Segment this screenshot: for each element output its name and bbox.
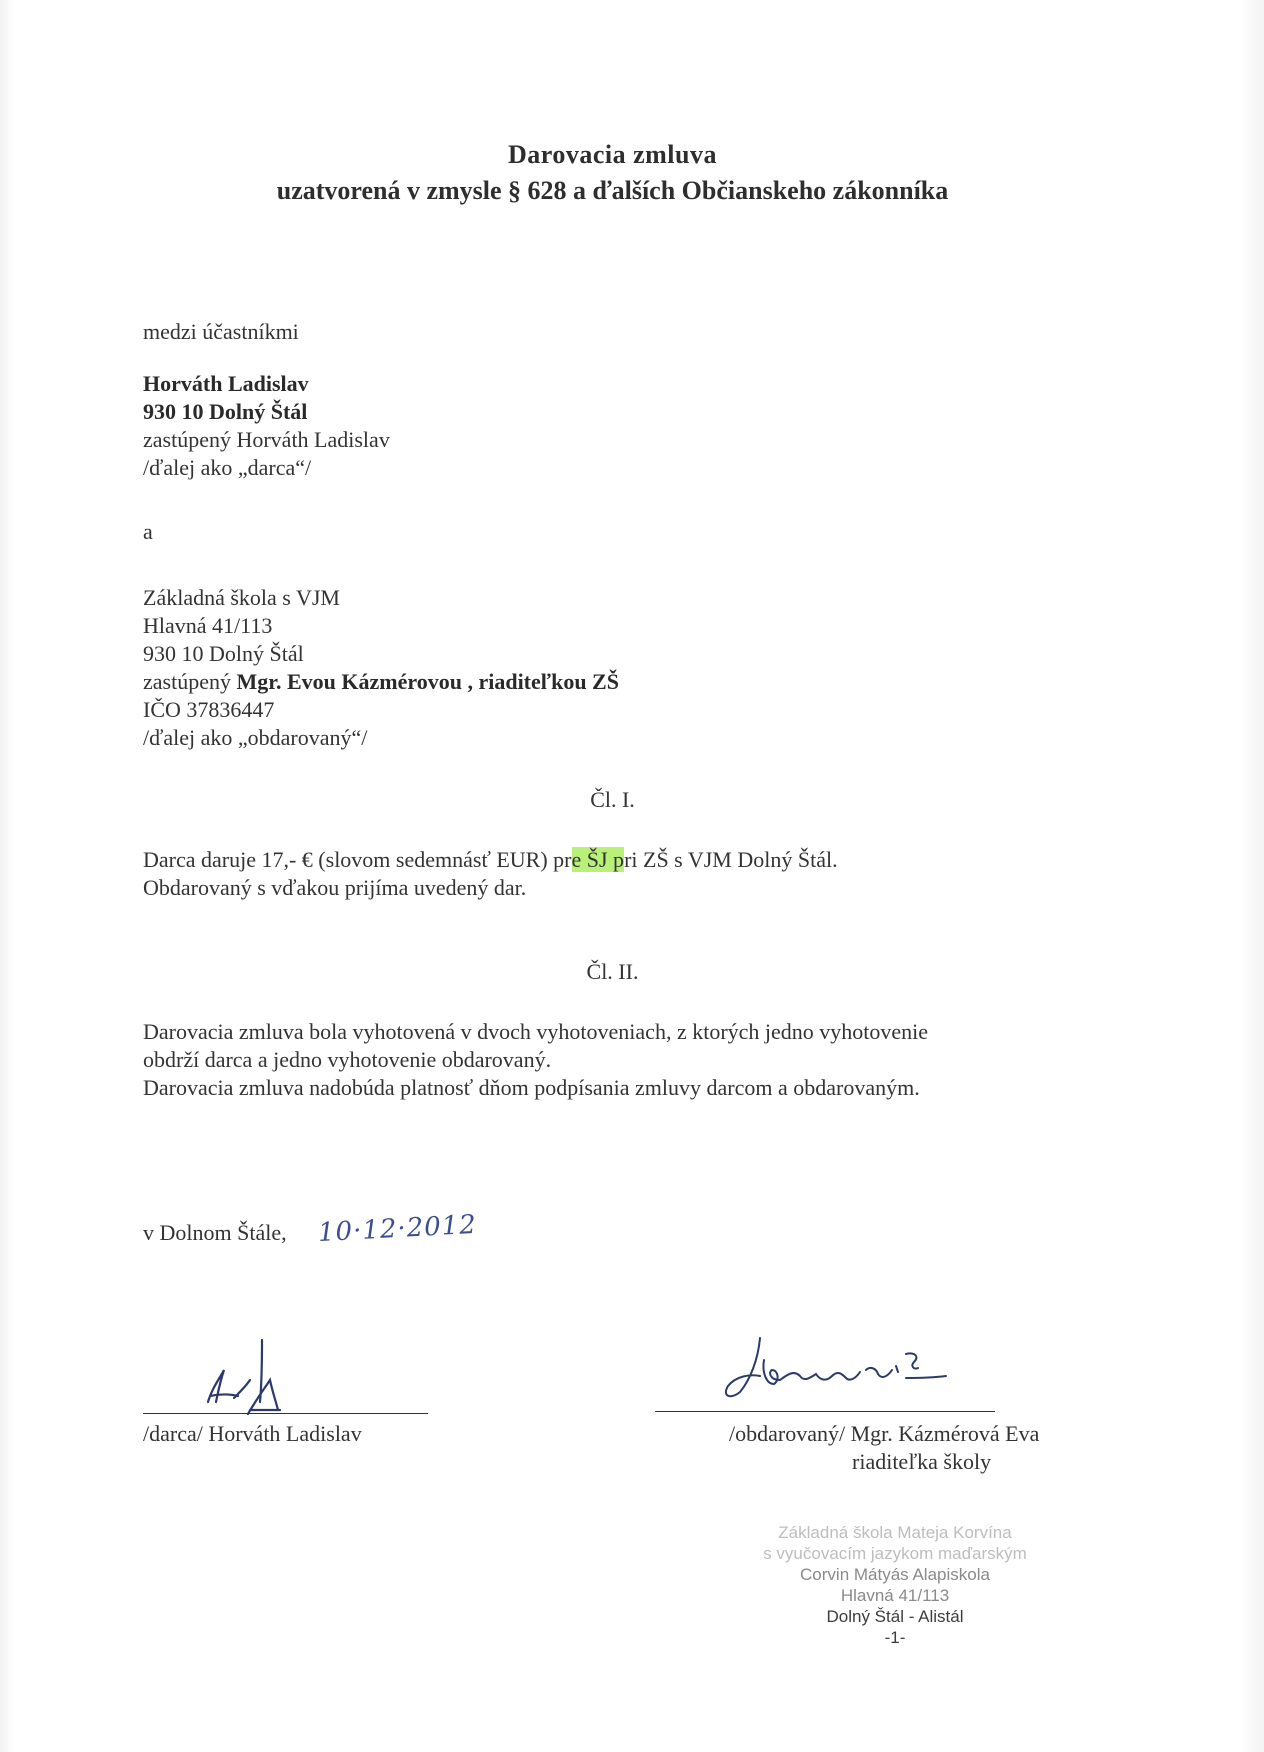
handwritten-date: 10·12·2012	[317, 1209, 478, 1249]
scan-edge-left	[0, 0, 14, 1752]
article1-line1	[143, 846, 838, 874]
donor-signature-caption: /darca/ Horváth Ladislav	[143, 1421, 362, 1446]
recipient-signature	[700, 1330, 970, 1410]
recipient-name: Základná škola s VJM	[143, 585, 340, 610]
article1-text-b: ri ZŠ s VJM Dolný Štál.	[624, 847, 838, 872]
recipient-represented	[143, 668, 619, 696]
article2-line2: obdrží darca a jedno vyhotovenie obdarovaný.	[143, 1047, 552, 1072]
recipient-alias: /ďalej ako „obdarovaný“/	[143, 725, 368, 750]
article1-text-a: Darca daruje 17,- € (slovom sedemnásť EUR) pr	[143, 847, 572, 872]
conjunction: a	[143, 519, 153, 544]
scan-edge-right	[1240, 0, 1264, 1752]
donor-alias: /ďalej ako „darca“/	[143, 455, 312, 480]
recipient-role: riaditeľka školy	[852, 1449, 992, 1474]
donor-represented: zastúpený Horváth Ladislav	[143, 427, 390, 452]
stamp-line-5: Dolný Štál - Alistál	[826, 1607, 964, 1626]
article1-line2: Obdarovaný s vďakou prijíma uvedený dar.	[143, 875, 527, 900]
article2-heading: Čl. II.	[586, 959, 639, 984]
school-stamp	[730, 1522, 1060, 1648]
recipient-ico: IČO 37836447	[143, 697, 275, 722]
recipient-street: Hlavná 41/113	[143, 613, 273, 638]
place-text: v Dolnom Štále,	[143, 1220, 287, 1245]
stamp-line-4: Hlavná 41/113	[840, 1586, 950, 1605]
donor-signature	[190, 1330, 310, 1420]
recipient-city: 930 10 Dolný Štál	[143, 641, 304, 666]
donor-address: 930 10 Dolný Štál	[143, 399, 308, 424]
recipient-signature-caption: /obdarovaný/ Mgr. Kázmérová Eva	[729, 1421, 1040, 1446]
article2-line1: Darovacia zmluva bola vyhotovená v dvoch vyhotoveniach, z ktorých jedno vyhotovenie	[143, 1019, 929, 1044]
stamp-line-1: Základná škola Mateja Korvína	[778, 1523, 1012, 1542]
donor-signature-line	[143, 1413, 428, 1414]
stamp-line-2: s vyučovacím jazykom maďarským	[763, 1544, 1027, 1563]
represented-prefix: zastúpený	[143, 669, 237, 694]
article2-line3: Darovacia zmluva nadobúda platnosť dňom podpísania zmluvy darcom a obdarovaným.	[143, 1075, 920, 1100]
stamp-line-3: Corvin Mátyás Alapiskola	[800, 1565, 990, 1584]
article1-heading: Čl. I.	[590, 787, 635, 812]
intro-text: medzi účastníkmi	[143, 319, 299, 344]
document-subtitle: uzatvorená v zmysle § 628 a ďalších Občianskeho zákonníka	[276, 176, 949, 205]
document-title: Darovacia zmluva	[508, 140, 717, 169]
highlighted-text: e ŠJ p	[571, 847, 625, 872]
recipient-signature-line	[655, 1411, 995, 1412]
donor-name: Horváth Ladislav	[143, 371, 309, 396]
represented-by: Mgr. Evou Kázmérovou , riaditeľkou ZŠ	[236, 669, 619, 694]
page-number: -1-	[884, 1628, 906, 1647]
